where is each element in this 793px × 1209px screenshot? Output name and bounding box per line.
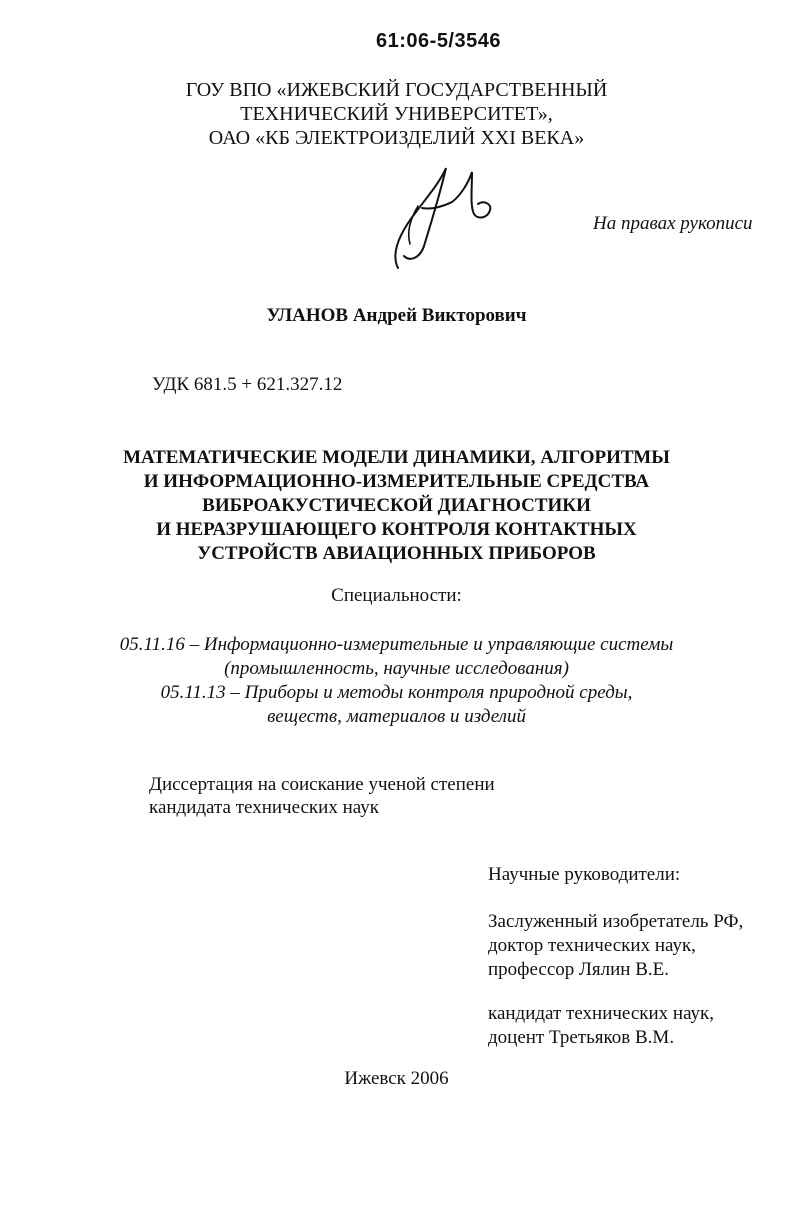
- archive-code: 61:06-5/3546: [376, 30, 501, 52]
- organization-line: ТЕХНИЧЕСКИЙ УНИВЕРСИТЕТ»,: [240, 103, 553, 125]
- specialty-line: (промышленность, научные исследования): [224, 658, 569, 679]
- city-year: Ижевск 2006: [344, 1068, 449, 1089]
- organization-header: [0, 78, 793, 150]
- advisor-line: доктор технических наук,: [488, 935, 696, 956]
- specialties-list: [0, 633, 793, 729]
- title-line: ВИБРОАКУСТИЧЕСКОЙ ДИАГНОСТИКИ: [202, 495, 591, 516]
- specialty-line: веществ, материалов и изделий: [267, 706, 526, 727]
- dissertation-note: [149, 773, 495, 819]
- title-line: МАТЕМАТИЧЕСКИЕ МОДЕЛИ ДИНАМИКИ, АЛГОРИТМЫ: [123, 447, 670, 468]
- dissertation-title: [0, 446, 793, 566]
- advisor-line: Заслуженный изобретатель РФ,: [488, 911, 744, 932]
- specialty-line: 05.11.13 – Приборы и методы контроля природной среды,: [160, 682, 633, 703]
- advisor-line: кандидат технических наук,: [488, 1003, 715, 1024]
- rights-note: На правах рукописи: [593, 213, 753, 234]
- advisor-1: [488, 910, 743, 982]
- title-line: УСТРОЙСТВ АВИАЦИОННЫХ ПРИБОРОВ: [197, 543, 596, 564]
- author-name: УЛАНОВ Андрей Викторович: [266, 305, 527, 326]
- organization-line: ГОУ ВПО «ИЖЕВСКИЙ ГОСУДАРСТВЕННЫЙ: [185, 79, 608, 101]
- advisors-heading: Научные руководители:: [488, 864, 681, 885]
- specialty-line: 05.11.16 – Информационно-измерительные и управляющие системы: [119, 634, 674, 655]
- advisor-2: [488, 1002, 714, 1050]
- dissertation-line: Диссертация на соискание ученой степени: [149, 774, 495, 795]
- advisor-line: профессор Лялин В.Е.: [488, 959, 669, 980]
- organization-line: ОАО «КБ ЭЛЕКТРОИЗДЕЛИЙ XXI ВЕКА»: [208, 127, 585, 149]
- handwritten-signature: [388, 160, 498, 275]
- title-line: И ИНФОРМАЦИОННО-ИЗМЕРИТЕЛЬНЫЕ СРЕДСТВА: [143, 471, 650, 492]
- dissertation-line: кандидата технических наук: [149, 797, 379, 818]
- udc-code: УДК 681.5 + 621.327.12: [152, 374, 343, 395]
- advisor-line: доцент Третьяков В.М.: [488, 1027, 675, 1048]
- specialties-heading: Специальности:: [331, 585, 462, 606]
- title-line: И НЕРАЗРУШАЮЩЕГО КОНТРОЛЯ КОНТАКТНЫХ: [156, 519, 637, 540]
